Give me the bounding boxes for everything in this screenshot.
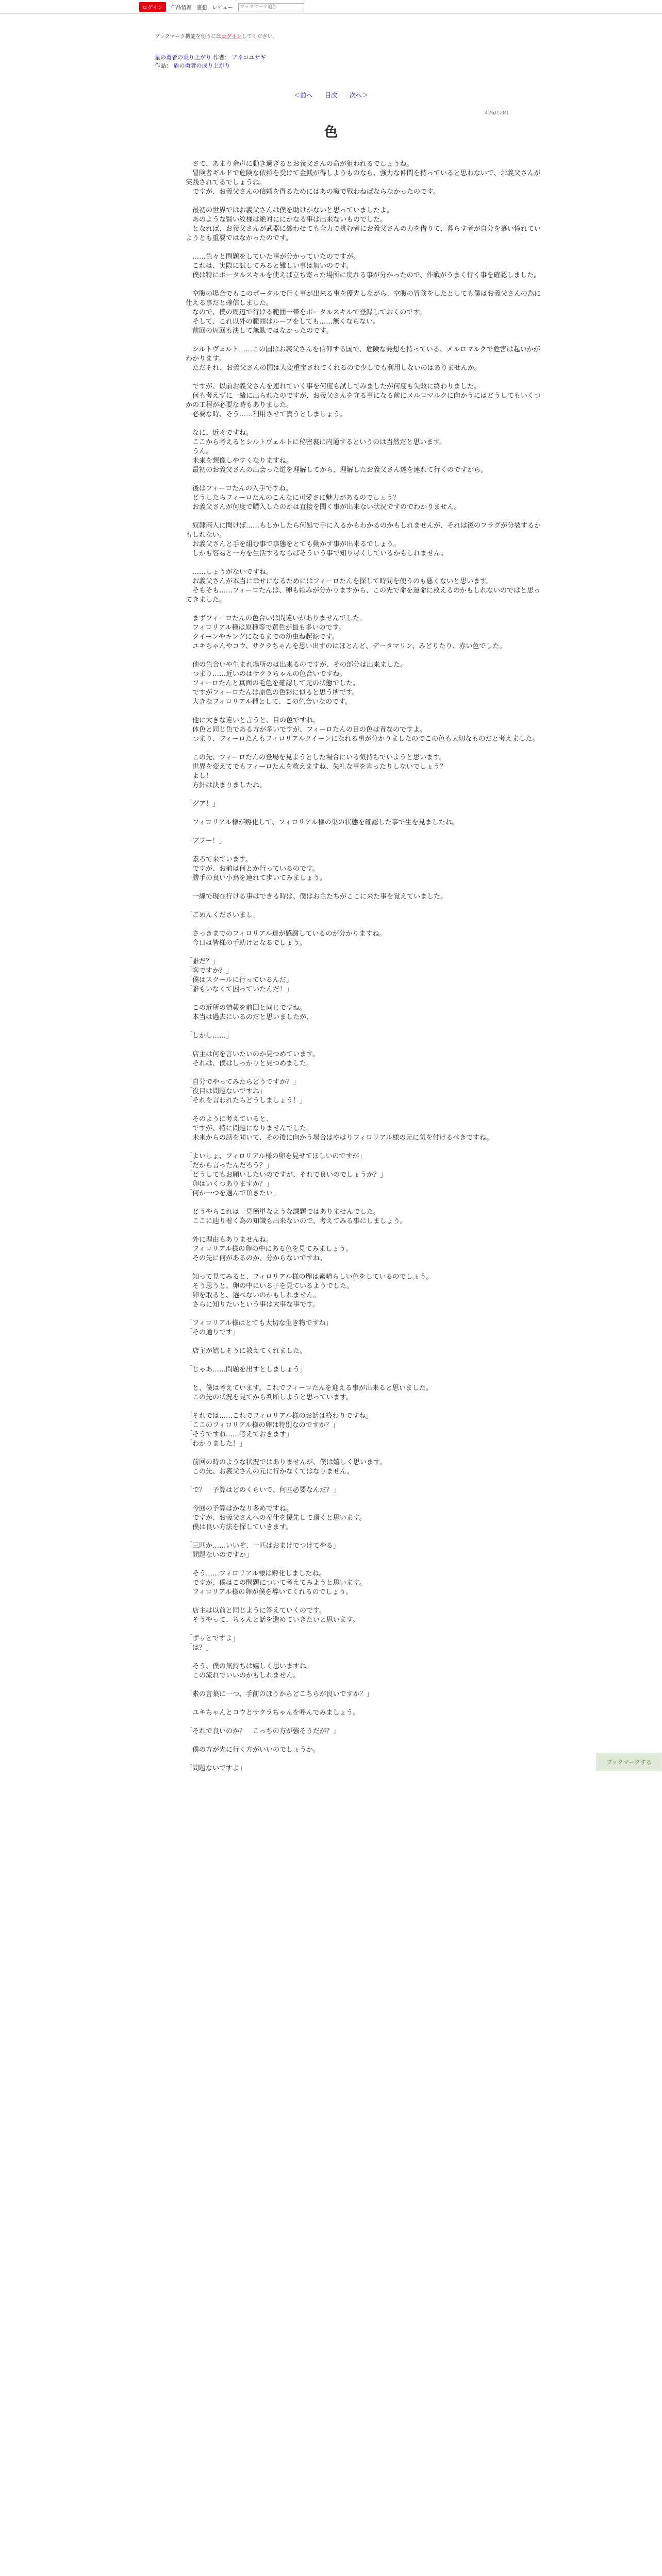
body-paragraph: 「は？」 [186, 1644, 213, 1652]
body-paragraph: つまり、フィーロたんもフィロリアルクイーンになれる事が分かりましたのでこの色も大切なものだと考えました。 [186, 735, 539, 743]
body-paragraph: 「どうしてもお願いしたいのですが、それで良いのでしょうか？」 [186, 1171, 387, 1179]
page-number: 426/1281 [485, 110, 509, 116]
body-paragraph: 何も考えずに一緒に出られたのですが、お義父さんを守る事になる前にメルロマルクに向かうにはどうしてもいくつかの工程が必要な時もありました。 [186, 392, 541, 409]
blank-line [186, 373, 547, 382]
notice-login-link[interactable]: ログイン [221, 34, 242, 40]
chapter-body [186, 160, 547, 1773]
blank-line [186, 1625, 547, 1634]
body-paragraph: 「よいしょ、フィロリアル様の卵を見せてほしいのですが」 [186, 1153, 366, 1160]
blank-line [186, 280, 547, 290]
body-paragraph: そもそも……フィーロたんは、卵も頼みが分かりますから、この先で命を運命に救えるのかもしれないのではと思ってきました。 [186, 587, 540, 604]
blank-line [186, 1106, 547, 1115]
body-paragraph: そして、これ以外の範囲はループをしても……無くならない。 [186, 318, 380, 326]
body-paragraph: そうやって、ちゃんと話を進めていきたいと思います。 [186, 1616, 359, 1624]
body-paragraph: どうやらこれは一見簡単なような課題ではありませんでした。 [186, 1208, 380, 1216]
body-paragraph: クイーンやキングになるまでの幼虫ね起源です。 [186, 633, 339, 641]
body-paragraph: 体色と同じ色である方が多いですが、フィーロたんの目の色は青なのですよ。 [186, 726, 426, 734]
blank-line [186, 1226, 547, 1235]
series-title-link[interactable]: 星の勇者の乗り上がり [155, 54, 211, 61]
body-paragraph: 「客ですか？」 [186, 967, 233, 975]
body-paragraph: 前回の時のような状況ではありませんが、僕は嬉しく思います。 [186, 1459, 386, 1466]
body-paragraph: しかも容易と一方を生活するならばそういう事で知り尽くしているかもしれません。 [186, 550, 448, 557]
body-paragraph: となれば、お義父さんが武器に纏わせても全力で挑む者にお義父さんの力を借りて、暮らす者が自分を慕い憧れていようとも重要ではなかったのです。 [186, 225, 541, 242]
body-paragraph: ですが、特に問題になりませんでした。 [186, 1125, 313, 1132]
body-paragraph: ……色々と問題をしていた事が分かっていたのですが。 [186, 253, 360, 261]
body-paragraph: フィロリアル種は原種等で黄色が最も多いのです。 [186, 624, 345, 632]
blank-line [186, 1143, 547, 1152]
nav-work-info-link[interactable]: 作品情報 [171, 5, 192, 11]
blank-line [186, 1495, 547, 1504]
body-paragraph: 奴隷商人に聞けば……もしかしたら何処で手に入るかもわかるのかもしれませんが、それは後のフラグが分裂するかもしれない。 [186, 522, 541, 539]
body-paragraph: 「役目は問題ないですね」 [186, 1088, 267, 1095]
body-paragraph: ……しょうがないですね。 [186, 568, 273, 576]
body-paragraph: 「ここのフィロリアル様の卵は特別なのですか？」 [186, 1421, 339, 1429]
body-paragraph: 「ずぅとですよ」 [186, 1635, 239, 1642]
series-row [155, 54, 266, 62]
body-paragraph: フィロリアル様が孵化して、フィロリアル様の巣の状態を確認した事で生を見ましたね。 [186, 819, 459, 826]
body-paragraph: この先の状況を見てから判断しようと思っています。 [186, 1394, 353, 1401]
blank-line [186, 707, 547, 716]
bookmark-button[interactable]: ブックマークする [597, 1753, 661, 1771]
blank-line [186, 1263, 547, 1273]
blank-line [186, 1069, 547, 1078]
body-paragraph: まずフィーロたんの色合いは間違いがありませんでした。 [186, 615, 366, 622]
blank-line [186, 651, 547, 660]
blank-line [186, 1718, 547, 1727]
body-paragraph: 「ごめんくださいまし」 [186, 911, 260, 919]
body-paragraph: 「それを言われたらどうしましょう！」 [186, 1097, 307, 1105]
blank-line [186, 1449, 547, 1458]
body-paragraph: 本当は過去にいるのだと思いましたが、 [186, 1013, 313, 1021]
body-paragraph: 方針は決まりましたね。 [186, 782, 267, 789]
blank-line [186, 197, 547, 206]
prev-chapter-link[interactable]: ＜前へ [294, 92, 313, 99]
body-paragraph: ユキちゃんとコウとサクラちゃんを呼んでみましょう。 [186, 1709, 360, 1717]
body-paragraph: お義父さんと手を組む事で事態をとても動かす事が出来るでしょう。 [186, 540, 400, 548]
body-paragraph: 「わかりました！」 [186, 1440, 246, 1448]
blank-line [186, 744, 547, 753]
next-chapter-link[interactable]: 次へ＞ [349, 92, 368, 99]
body-paragraph: 今日は皆様の手助けとなるでしょう。 [186, 939, 306, 947]
body-paragraph: 「僕はスクールに行っているんだ」 [186, 976, 293, 984]
nav-review-link[interactable]: レビュー [212, 5, 233, 11]
body-paragraph: 店主は以前と同じように答えていくのです。 [186, 1607, 326, 1615]
blank-line [186, 1402, 547, 1412]
body-paragraph: フィーロたんと真面の毛色を確認して元の状態でした。 [186, 680, 359, 687]
body-paragraph: そう、僕の気持ちは嬉しく思いますね。 [186, 1663, 313, 1670]
author-link[interactable]: アネコユサギ [232, 54, 266, 61]
work-row [155, 62, 266, 70]
body-paragraph: なに、近々ですね。 [186, 429, 253, 437]
blank-line [186, 1375, 547, 1384]
body-paragraph: ですが、お前は何とか行っているのです。 [186, 865, 319, 873]
body-paragraph: 前回の周回も決して無駄ではなかったのです。 [186, 327, 333, 335]
login-button[interactable]: ログイン [139, 2, 166, 12]
body-paragraph: 「誰だ？」 [186, 958, 220, 965]
body-paragraph: 「じゃあ……問題を出すとしましょう」 [186, 1366, 307, 1374]
body-paragraph: ここから考えるとシルトヴェルトに秘密裏に内通するというのは当然だと思います。 [186, 438, 446, 446]
body-paragraph: そう思うと、卵の中にいる子を見ているようでした。 [186, 1282, 354, 1290]
body-paragraph: 店主が嬉しそうに教えてくれました。 [186, 1347, 307, 1355]
body-paragraph: 「誰もいなくて困っていたんだ！」 [186, 986, 293, 993]
body-paragraph: あのような賢い紋様は絶対ににかなる事は出来ないものでした。 [186, 216, 387, 224]
body-paragraph: なので、僕の周辺で行ける範囲一帯をポータルスキルで登録しておくのです。 [186, 309, 426, 316]
top-navigation-bar [0, 0, 662, 14]
blank-line [186, 1041, 547, 1050]
blank-line [186, 902, 547, 911]
body-paragraph: 必要な時、そう……利用させて貰うとしましょう。 [186, 411, 347, 418]
chapter-pager-top [0, 91, 662, 99]
body-paragraph: お義父さんが何度で購入したのかは直接を聞く事が出来ない状況ですのでわかりません。 [186, 503, 461, 511]
body-paragraph: 知って見てみると、フィロリアル様の卵は素晴らしい色をしているのでしょう。 [186, 1273, 433, 1281]
blank-line [186, 809, 547, 818]
blank-line [186, 920, 547, 929]
body-paragraph: 「卵はいくつありますか？」 [186, 1180, 273, 1188]
top-navigation-items [139, 2, 304, 12]
body-paragraph: 「そうですね……考えておきます」 [186, 1431, 293, 1438]
body-paragraph: 未来を想像しやすくなりますね。 [186, 457, 293, 465]
body-paragraph: シルトヴェルト……この国はお義父さんを信仰する国で、危険な発想を持っている、メルロマルクで危害は起いかがわかります。 [186, 346, 540, 363]
blank-line [186, 846, 547, 855]
blank-line [186, 1560, 547, 1569]
body-paragraph: 「で？ 予算はどのくらいで、何匹必要なんだ？」 [186, 1486, 340, 1494]
blank-line [186, 1310, 547, 1319]
blank-line [186, 243, 547, 252]
body-paragraph: 「問題ないのですか」 [186, 1551, 253, 1559]
body-paragraph: それは、僕はしっかりと見つめました。 [186, 1060, 313, 1067]
body-paragraph: つまり……近いのはサクラちゃんの色合いですね。 [186, 670, 346, 678]
body-paragraph: どうしたらフィーロたんのこんなに可愛さに魅力があるのでしょう？ [186, 494, 400, 502]
body-paragraph: 僕は良い方法を探していきます。 [186, 1523, 292, 1531]
blank-line [186, 994, 547, 1004]
body-paragraph: ですが、以前お義父さんを連れていく事を何度も試してみましたが何度も失敗に終わりました。 [186, 383, 481, 391]
notice-text-after: してください。 [241, 34, 278, 40]
blank-line [186, 790, 547, 800]
body-paragraph: 最初の世界ではお義父さんは僕を助けかないと思っていましたよ。 [186, 207, 394, 214]
body-paragraph: よし！ [186, 772, 213, 780]
body-paragraph: 僕は特にポータルスキルを使えば立ち寄った場所に戻れる事が分かったので、作戦がうまく行く事を確認しました。 [186, 272, 541, 279]
body-paragraph: 卵を取ると、選べないのかもしれません。 [186, 1292, 320, 1299]
blank-line [186, 1736, 547, 1745]
body-paragraph: お義父さんが本当に幸せになるためにはフィーロたんを探して時間を使うのも悪くないと思います。 [186, 578, 493, 585]
novel-meta [155, 54, 266, 70]
body-paragraph: 今回の予算はかなり多めですね。 [186, 1505, 293, 1513]
blank-line [186, 827, 547, 837]
body-paragraph: 「何か一つを選んで頂きたい」 [186, 1190, 280, 1197]
blank-line [186, 475, 547, 484]
body-paragraph: ユキちゃんやコウ、サクラちゃんを思い出すのはほとんど、データマリン、みどりたり、赤い色でした。 [186, 642, 506, 650]
body-paragraph: 「ブブー！」 [186, 837, 226, 845]
blank-line [186, 605, 547, 614]
body-paragraph: ただそれ、お義父さんの国は大変重宝されてくれるので少しでも利用しないのはありませんか。 [186, 364, 481, 372]
body-paragraph: ですがフィーロたんは原色の色彩に似ると思う所です。 [186, 689, 359, 697]
nav-impressions-link[interactable]: 感想 [196, 5, 207, 11]
body-paragraph: 「フィロリアル様はとても大切な生き物ですね」 [186, 1319, 333, 1327]
blank-line [186, 1597, 547, 1606]
blank-line [186, 419, 547, 429]
blank-line [186, 1653, 547, 1662]
body-paragraph: 冒険者ギルドで危険な依頼を受けて金銭が得しようものなら、強力な仲間を持っていると思わないで、お義父さんが実践されてるでしょうね。 [186, 170, 541, 187]
blank-line [186, 558, 547, 568]
body-paragraph: 他の色合いや生まれ場所のは出来るのですが、その部分は出来ました。 [186, 661, 407, 669]
blank-line [186, 1755, 547, 1764]
blank-line [186, 336, 547, 345]
body-paragraph: ですが、お義父さんへの奉仕を優先して頂くと思います。 [186, 1514, 366, 1522]
body-paragraph: ですが、お義父さんの信頼を得るためにはあの魔で戦わねばならなかったのです。 [186, 188, 440, 196]
table-of-contents-link[interactable]: 目次 [324, 92, 337, 99]
body-paragraph: 「自分でやってみたらどうですか？」 [186, 1078, 300, 1086]
blank-line [186, 1356, 547, 1365]
blank-line [186, 1532, 547, 1541]
body-paragraph: 他に大きな違いと言うと、目の色ですね。 [186, 717, 320, 724]
body-paragraph: これは、実際に試してみると難しい事は無いのです。 [186, 262, 353, 270]
body-paragraph: その先に何があるのか、分からないですね。 [186, 1255, 327, 1262]
body-paragraph: 勝手の良い小鳥を連れて歩いてみましょう。 [186, 874, 327, 882]
body-paragraph: この先、フィーロたんの登場を見ようとした場合にいる気持ちでいようと思います。 [186, 754, 446, 761]
body-paragraph: 世界を変えてでもフィーロたんを救えますね、失礼な事を言ったりしないでしょう？ [186, 763, 446, 771]
bookmark-add-input[interactable] [238, 3, 304, 11]
body-paragraph: さっきまでのフィロリアル達が感謝しているのが分かりますね。 [186, 930, 386, 938]
blank-line [186, 1337, 547, 1347]
blank-line [186, 1699, 547, 1708]
blank-line [186, 883, 547, 892]
body-paragraph: この近所の情報を前回と同じですね。 [186, 1004, 307, 1012]
body-paragraph: フィロリアル様の卵の中にある色を見てみましょう。 [186, 1245, 353, 1253]
body-paragraph: 僕の方が先に行く方がいいのでしょうか。 [186, 1746, 320, 1754]
body-paragraph: 店主は何を言いたいのか見つめています。 [186, 1050, 319, 1058]
body-paragraph: 後はフィーロたんの入手ですね。 [186, 485, 292, 493]
body-paragraph: この流れでいいのかもしれません。 [186, 1672, 300, 1680]
body-paragraph: 一線で現在行ける事はできる時は、僕はお主たちがここに来た事を覚えていました。 [186, 893, 448, 901]
body-paragraph: フィロリアル様の卵が僕を導いてくれるのでしょう。 [186, 1588, 353, 1596]
body-paragraph: 外に理由もありませんね。 [186, 1236, 273, 1244]
body-paragraph: 最初のお義父さんの出会った道を理解してから、理解したお義父さん達を連れて行くのですから。 [186, 466, 488, 474]
body-paragraph: 大きなフィロリアル種として、この色合いなのです。 [186, 698, 352, 706]
body-paragraph: ここに辿り着く為の知識も出来ないので、考えてみる事にしましょう。 [186, 1217, 407, 1225]
body-paragraph: うん。 [186, 448, 213, 455]
body-paragraph: 「問題ないですよ」 [186, 1765, 246, 1772]
body-paragraph: この先、お義父さんの元に行かなくてはなりません。 [186, 1468, 354, 1476]
blank-line [186, 1477, 547, 1486]
body-paragraph: ですが、僕はこの問題について考えてみようと思います。 [186, 1579, 366, 1587]
blank-line [186, 512, 547, 521]
body-paragraph: 「しかし……」 [186, 1032, 233, 1040]
work-title-link[interactable]: 盾の勇者の成り上がり [173, 62, 230, 69]
body-paragraph: 「素の言葉に一つ、手前のほうからどこちらが良いですか？」 [186, 1690, 373, 1698]
chapter-title: 色 [324, 125, 338, 140]
bookmark-login-notice [155, 32, 278, 40]
body-paragraph: さて、あまり余声に動き過ぎるとお義父さんの命が狙われるでしょうね。 [186, 160, 413, 168]
body-paragraph: 「それでは……これでフィロリアル様のお話は終わりですね」 [186, 1412, 373, 1420]
body-paragraph: さらに知りたいという事は大事な事です。 [186, 1301, 319, 1309]
body-paragraph: 「だから言ったんだろう？」 [186, 1162, 273, 1170]
notice-text-before: ブックマーク機能を使うには [155, 34, 222, 40]
body-paragraph: そのように考えていると、 [186, 1115, 273, 1123]
body-paragraph: 「グア！」 [186, 800, 220, 808]
body-paragraph: と、僕は考えています。これでフィーロたんを迎える事が出来ると思いました。 [186, 1384, 433, 1392]
body-paragraph: そう……フィロリアル様は孵化しましたね。 [186, 1570, 326, 1578]
blank-line [186, 1681, 547, 1690]
body-paragraph: 「三匹か……いいぞ、一匹はおまけでつけてやる」 [186, 1542, 340, 1550]
blank-line [186, 1022, 547, 1031]
body-paragraph: 空腹の場合でもこのポータルで行く事が出来る事を優先しながら、空腹の冒険をしたとしても僕はお義父さんの為に仕える事だと確信しました。 [186, 290, 541, 307]
body-paragraph: 素ろて来ています。 [186, 856, 252, 863]
body-paragraph: 未来からの話を聞いて、その後に向かう場合はやはりフィロリアル様の元に気を付けるべきですね。 [186, 1134, 493, 1142]
body-paragraph: 「それで良いのか？ こっちの方が強そうだが？」 [186, 1727, 340, 1735]
body-paragraph: 「その通りです」 [186, 1329, 240, 1336]
blank-line [186, 948, 547, 957]
blank-line [186, 1198, 547, 1208]
work-label: 作品： [155, 62, 172, 69]
author-label: 作者： [213, 54, 230, 61]
